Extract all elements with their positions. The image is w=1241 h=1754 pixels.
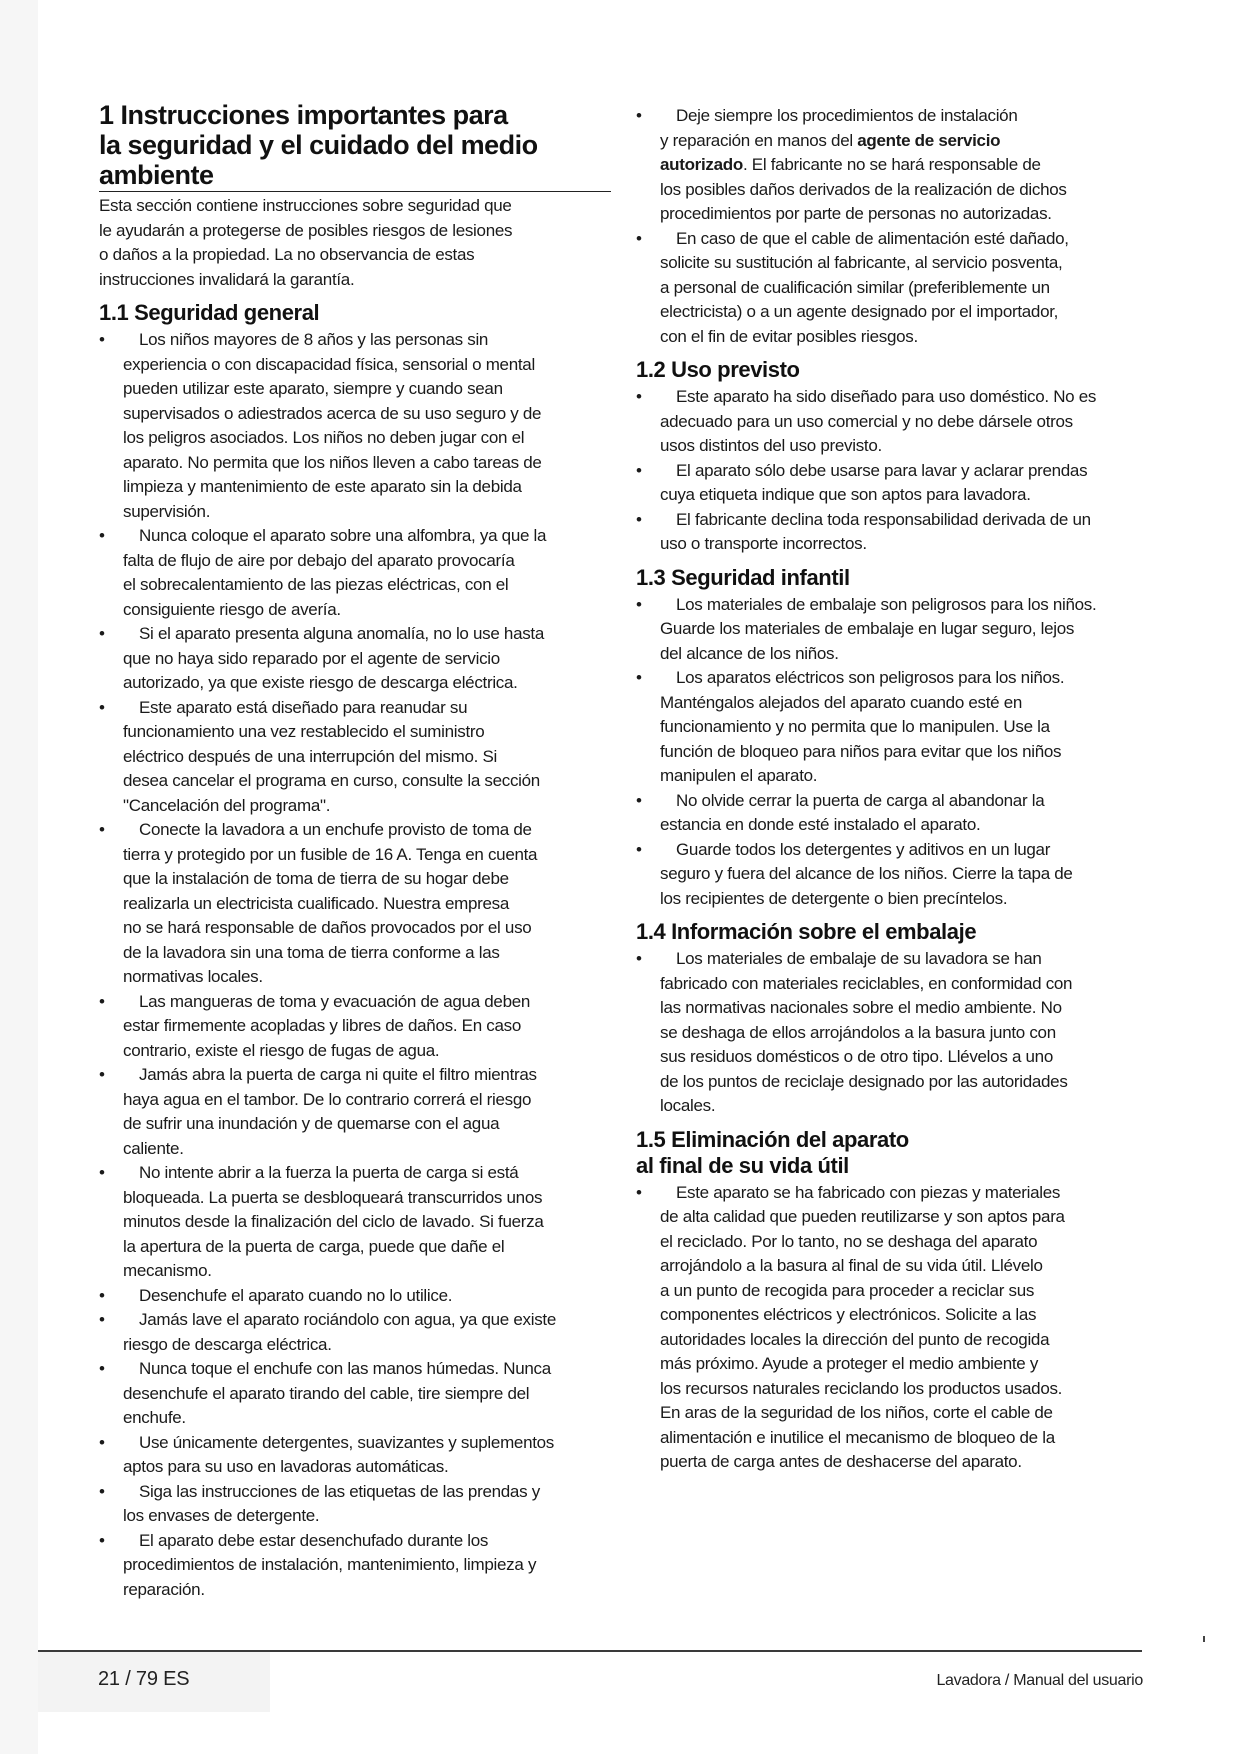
bullet-mark: • [636,106,642,125]
text-line: alimentación e inutilice el mecanismo de bloqueo de la [660,1427,1055,1447]
text-line: reparación. [123,1579,205,1599]
text-line: Los materiales de embalaje de su lavadora se han [676,949,1042,968]
text-line: componentes eléctricos y electrónicos. Solicite a las [660,1305,1037,1324]
text-line: supervisión. [123,501,211,521]
bullet-mark: • [99,820,105,839]
text-line: riesgo de descarga eléctrica. [123,1334,332,1354]
text-line: de alta calidad que pueden reutilizarse y son aptos para [660,1207,1065,1226]
bullet-mark: • [99,1530,105,1550]
bullet-mark: • [636,839,642,859]
bullet-mark: • [636,509,642,529]
text-line: de sufrir una inundación y de quemarse con el agua [123,1114,500,1133]
section-title-line: 1.5 Eliminación del aparato [636,1126,909,1152]
bullet-mark: • [636,460,642,480]
text-line: normativas locales. [123,967,263,986]
bullet-mark: • [636,594,642,614]
text-line: seguro y fuera del alcance de los niños. Cierre la tapa de [660,864,1073,883]
bullet-list-s14 [636,947,1166,1119]
text-line: con el fin de evitar posibles riesgos. [660,326,918,346]
bullet-mark: • [99,624,105,643]
text-line: funcionamiento una vez restablecido el suministro [123,722,485,741]
text-line: Nunca toque el enchufe con las manos húmedas. Nunca [139,1359,551,1378]
text-line: consiguiente riesgo de avería. [123,599,341,619]
bullet-mark: • [636,387,642,406]
text-line: arrojándolo a la basura al final de su vida útil. Llévelo [660,1256,1043,1275]
text-line: sus residuos domésticos o de otro tipo. Llévelos a uno [660,1047,1053,1066]
bullet-mark: • [99,330,105,349]
text-line: Nunca coloque el aparato sobre una alfombra, ya que la [139,526,547,545]
list-item [99,1480,619,1529]
text-line: estar firmemente acopladas y libres de daños. En caso [123,1016,521,1035]
list-item [99,524,619,622]
text-line: fabricado con materiales reciclables, en conformidad con [660,973,1073,993]
bullet-mark: • [636,668,642,687]
bold-text: autorizado [660,155,743,174]
page-number: 21 / 79 ES [98,1668,190,1690]
text-line [660,153,1166,178]
text-line: manipulen el aparato. [660,766,818,785]
text-line: de la lavadora sin una toma de tierra conforme a las [123,942,500,962]
text-line: Este aparato ha sido diseñado para uso doméstico. No es [676,387,1097,406]
right-column [636,104,1166,1475]
text-line: realizarla un electricista cualificado. Nuestra empresa [123,893,510,913]
text-line: aparato. No permita que los niños lleven a cabo tareas de [123,452,542,472]
text-line: Si el aparato presenta alguna anomalía, no lo use hasta [139,624,545,643]
main-title [99,100,619,190]
bullet-mark: • [636,228,642,248]
section-title-1-1: 1.1 Seguridad general [99,300,320,325]
text-line: Este aparato se ha fabricado con piezas y materiales [676,1182,1061,1202]
text-line: Jamás lave el aparato rociándolo con agua, ya que existe [139,1310,556,1329]
text-line: Este aparato está diseñado para reanudar su [139,697,468,717]
text-line: los recursos naturales reciclando los productos usados. [660,1378,1063,1398]
section-title-1-3: 1.3 Seguridad infantil [636,564,850,590]
bullet-mark: • [99,1432,105,1452]
text-line: adecuado para un uso comercial y no debe dársele otros [660,411,1073,431]
text-line: caliente. [123,1138,184,1158]
list-item [636,508,1166,557]
text-line: los recipientes de detergente o bien precíntelos. [660,888,1008,908]
text-line: Jamás abra la puerta de carga ni quite el filtro mientras [139,1065,537,1084]
text-line: limpieza y mantenimiento de este aparato sin la debida [123,477,522,496]
text-line: los posibles daños derivados de la realización de dichos [660,179,1067,199]
section-title-1-4: 1.4 Información sobre el embalaje [636,919,977,944]
text-line: "Cancelación del programa". [123,795,331,815]
text-line: de los puntos de reciclaje designado por las autoridades [660,1071,1068,1091]
list-item [99,1161,619,1284]
list-item [636,789,1166,838]
text-line: se deshaga de ellos arrojándolos a la basura junto con [660,1022,1056,1042]
text-line: En caso de que el cable de alimentación esté dañado, [676,228,1069,248]
text-line: minutos desde la finalización del ciclo de lavado. Si fuerza [123,1212,544,1231]
bullet-mark: • [99,1481,105,1501]
text-line: En aras de la seguridad de los niños, corte el cable de [660,1403,1053,1422]
bullet-mark: • [99,1359,105,1378]
bullet-mark: • [636,1182,642,1202]
text-line: uso o transporte incorrectos. [660,534,867,553]
text-line: procedimientos por parte de personas no autorizadas. [660,204,1052,223]
text-line: el reciclado. Por lo tanto, no se deshaga del aparato [660,1231,1038,1251]
title-underline [99,191,611,192]
list-item [636,459,1166,508]
bullet-mark: • [99,697,105,717]
list-item [636,385,1166,459]
bullet-list-cable [636,227,1166,350]
list-item [99,1529,619,1603]
text-line: eléctrico después de una interrupción del mismo. Si [123,746,498,766]
main-title-line: la seguridad y el cuidado del medio [99,130,538,160]
intro-line: instrucciones invalidará la garantía. [99,269,355,289]
text-line: procedimientos de instalación, mantenimiento, limpieza y [123,1555,537,1574]
list-item [99,622,619,696]
text-line: Desenchufe el aparato cuando no lo utilice. [139,1285,453,1305]
text-line: electricista) o a un agente designado por el importador, [660,302,1059,321]
text-run: . El fabricante no se hará responsable de [742,155,1041,174]
text-line: más próximo. Ayude a proteger el medio ambiente y [660,1354,1039,1373]
text-line: a personal de cualificación similar (preferiblemente un [660,277,1050,297]
bullet-mark: • [99,1065,105,1084]
section-title-1-5 [636,1127,1166,1179]
bullet-mark: • [636,790,642,810]
bullet-list-s13 [636,593,1166,912]
text-line: experiencia o con discapacidad física, sensorial o mental [123,354,535,374]
list-item [636,838,1166,912]
list-item [99,1063,619,1161]
intro-paragraph [99,194,619,292]
bullet-mark: • [99,1310,105,1329]
intro-line: o daños a la propiedad. La no observancia de estas [99,245,475,264]
text-line [660,129,1166,154]
text-line: autorizado, ya que existe riesgo de descarga eléctrica. [123,673,518,692]
list-item [99,1284,619,1309]
bullet-list-s12 [636,385,1166,557]
text-line: estancia en donde esté instalado el aparato. [660,815,981,834]
list-item [636,104,1166,227]
text-line: las normativas nacionales sobre el medio ambiente. No [660,998,1062,1017]
text-line: Conecte la lavadora a un enchufe provisto de toma de [139,820,532,839]
text-line: solicite su sustitución al fabricante, al servicio posventa, [660,253,1063,272]
text-line: desea cancelar el programa en curso, consulte la sección [123,771,540,790]
list-item [99,696,619,819]
list-item [99,328,619,524]
text-line: Guarde todos los detergentes y aditivos en un lugar [676,839,1051,859]
bullet-mark: • [99,991,105,1011]
list-item [636,1181,1166,1402]
text-line: aptos para su uso en lavadoras automáticas. [123,1457,449,1476]
text-line: pueden utilizar este aparato, siempre y cuando sean [123,379,503,398]
intro-line: Esta sección contiene instrucciones sobre seguridad que [99,196,512,215]
text-run: y reparación en manos del [660,130,858,150]
disposal-note [636,1401,1166,1475]
text-line: El aparato debe estar desenchufado durante los [139,1530,489,1550]
list-item [99,1308,619,1357]
page-shade [0,0,38,1754]
text-line: usos distintos del uso previsto. [660,436,882,455]
bullet-mark: • [99,1163,105,1182]
bullet-list-s11 [99,328,619,1602]
text-line: falta de flujo de aire por debajo del aparato provocaría [123,550,515,570]
text-line: no se hará responsable de daños provocados por el uso [123,918,532,937]
text-line: la apertura de la puerta de carga, puede que dañe el [123,1236,505,1256]
bullet-list-top-right [636,104,1166,227]
text-line: a un punto de recogida para proceder a reciclar sus [660,1280,1035,1300]
text-line: No intente abrir a la fuerza la puerta de carga si está [139,1163,519,1182]
list-item [636,947,1166,1119]
text-line: Los niños mayores de 8 años y las personas sin [139,330,489,349]
text-line: Deje siempre los procedimientos de instalación [676,106,1018,125]
list-item [99,1357,619,1431]
text-line: funcionamiento y no permita que lo manipulen. Use la [660,717,1050,736]
text-line: El aparato sólo debe usarse para lavar y aclarar prendas [676,460,1088,480]
text-line: los envases de detergente. [123,1506,320,1525]
text-line: bloqueada. La puerta se desbloqueará transcurridos unos [123,1187,543,1207]
text-line: autoridades locales la dirección del punto de recogida [660,1329,1050,1349]
text-line: mecanismo. [123,1261,212,1280]
text-line: Manténgalos alejados del aparato cuando esté en [660,692,1023,712]
bullet-mark: • [636,949,642,968]
text-line: supervisados o adiestrados acerca de su uso seguro y de [123,403,542,423]
text-line: enchufe. [123,1408,186,1427]
list-item [99,818,619,990]
text-line: Los materiales de embalaje son peligrosos para los niños. [676,594,1097,614]
bullet-list-s15 [636,1181,1166,1402]
list-item [636,666,1166,789]
edge-mark [1203,1636,1205,1642]
section-title-1-2: 1.2 Uso previsto [636,357,800,382]
main-title-line: 1 Instrucciones importantes para [99,100,508,130]
text-line: que no haya sido reparado por el agente de servicio [123,648,500,668]
list-item [636,593,1166,667]
text-line: el sobrecalentamiento de las piezas eléctricas, con el [123,575,509,594]
text-line: función de bloqueo para niños para evitar que los niños [660,741,1062,761]
bullet-mark: • [99,526,105,545]
text-line: Siga las instrucciones de las etiquetas de las prendas y [139,1481,540,1501]
document-title: Lavadora / Manual del usuario [936,1672,1143,1689]
text-line: Guarde los materiales de embalaje en lugar seguro, lejos [660,619,1075,638]
text-line: locales. [660,1096,716,1115]
text-line: los peligros asociados. Los niños no deben jugar con el [123,428,525,447]
text-line: que la instalación de toma de tierra de su hogar debe [123,869,509,888]
text-line: puerta de carga antes de deshacerse del aparato. [660,1452,1022,1471]
intro-line: le ayudarán a protegerse de posibles riesgos de lesiones [99,220,513,240]
section-title-line: al final de su vida útil [636,1152,849,1178]
list-item [99,990,619,1064]
left-column [99,100,619,1602]
text-line: Los aparatos eléctricos son peligrosos para los niños. [676,668,1065,687]
text-line: No olvide cerrar la puerta de carga al abandonar la [676,790,1045,810]
text-line: del alcance de los niños. [660,643,839,663]
main-title-line: ambiente [99,160,214,190]
text-line: El fabricante declina toda responsabilidad derivada de un [676,509,1091,529]
text-line: desenchufe el aparato tirando del cable, tire siempre del [123,1383,530,1403]
list-item [636,227,1166,350]
text-line: tierra y protegido por un fusible de 16 A. Tenga en cuenta [123,844,538,864]
text-line: haya agua en el tambor. De lo contrario correrá el riesgo [123,1089,532,1109]
text-line: Las mangueras de toma y evacuación de agua deben [139,991,531,1011]
list-item [99,1431,619,1480]
text-line: Use únicamente detergentes, suavizantes y suplementos [139,1432,555,1452]
text-line: contrario, existe el riesgo de fugas de agua. [123,1040,440,1060]
text-line: cuya etiqueta indique que son aptos para lavadora. [660,485,1031,504]
bold-text: agente de servicio [857,130,1001,150]
bullet-mark: • [99,1285,105,1305]
